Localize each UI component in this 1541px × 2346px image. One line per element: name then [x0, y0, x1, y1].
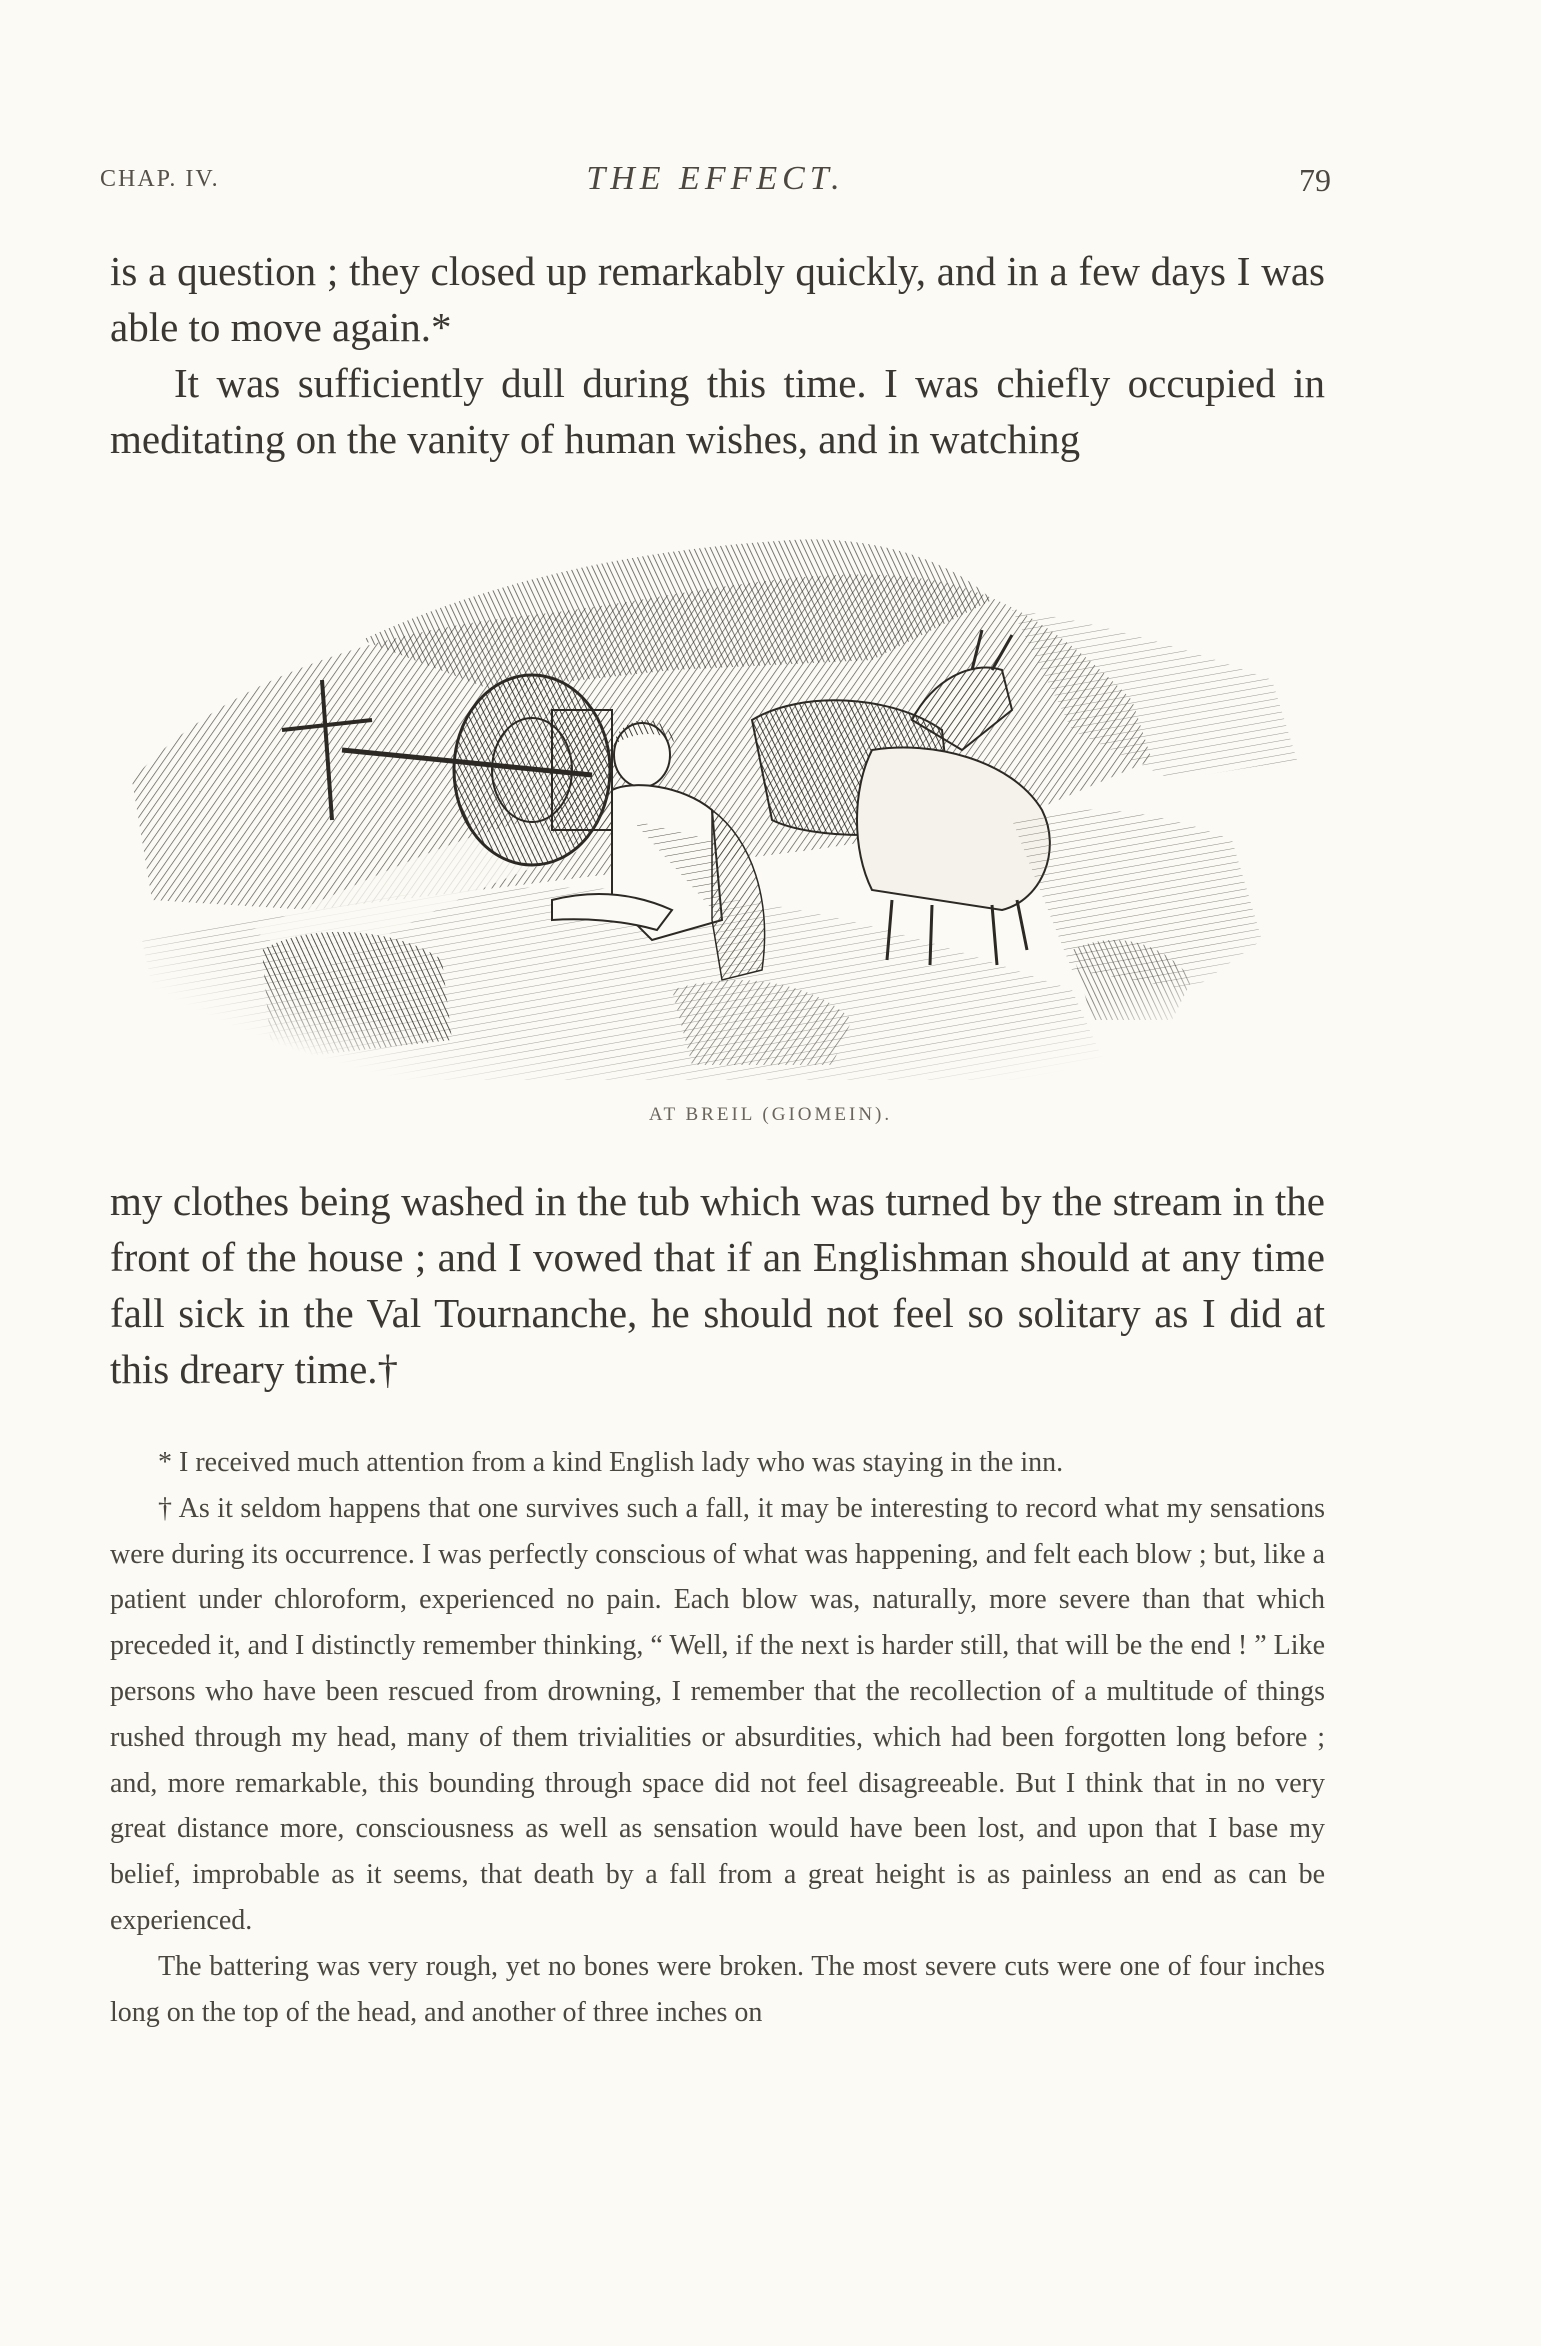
footnote-dagger: † As it seldom happens that one survives such a fall, it may be interesting to record what my sensations were during its occurrence. I was perfectly conscious of what was happening, and felt each blow ; but, like a patient under chloroform, experienced no pain. Each blow was, naturally, more severe than that which preceded it, and I distinctly remember thinking, “ Well, if the next is harder still, that will be the end ! ” Like persons who have been rescued from drowning, I remember that the recollection of a multitude of things rushed through my head, many of them trivialities or absurdities, which had been forgotten long before ; and, more remarkable, this bounding through space did not feel disagreeable. But I think that in no very great distance more, consciousness as well as sensation would have been lost, and upon that I base my belief, improbable as it seems, that death by a fall from a great height is as painless an end as can be experienced. — [110, 1492, 1325, 1936]
running-header — [100, 160, 1331, 200]
paragraph-continuation: is a question ; they closed up remarkably quickly, and in a few days I was able to move again.* — [110, 248, 1325, 350]
illustration-caption: AT BREIL (GIOMEIN). — [648, 1104, 893, 1125]
footnote-asterisk: * I received much attention from a kind English lady who was staying in the inn. — [158, 1447, 1064, 1478]
footnote-dagger-continued: The battering was very rough, yet no bones were broken. The most severe cuts were one of four inches long on the top of the head, and another of three inches on — [110, 1950, 1325, 2028]
body-text-continued — [110, 1173, 1325, 1397]
paragraph-continuation: my clothes being washed in the tub which was turned by the stream in the front of the house ; and I vowed that if an Englishman should at any time fall sick in the Val Tournanche, he should not feel so solitary as I did at this dreary time.† — [110, 1178, 1325, 1392]
engraving-illustration — [112, 520, 1317, 1085]
chapter-label: CHAP. IV. — [100, 166, 220, 192]
running-title: THE EFFECT. — [586, 160, 845, 197]
page-number: 79 — [1299, 162, 1331, 198]
footnotes — [110, 1440, 1325, 2035]
body-text-top — [110, 243, 1325, 467]
paragraph: It was sufficiently dull during this time. I was chiefly occupied in meditating on the vanity of human wishes, and in watching — [110, 360, 1325, 462]
